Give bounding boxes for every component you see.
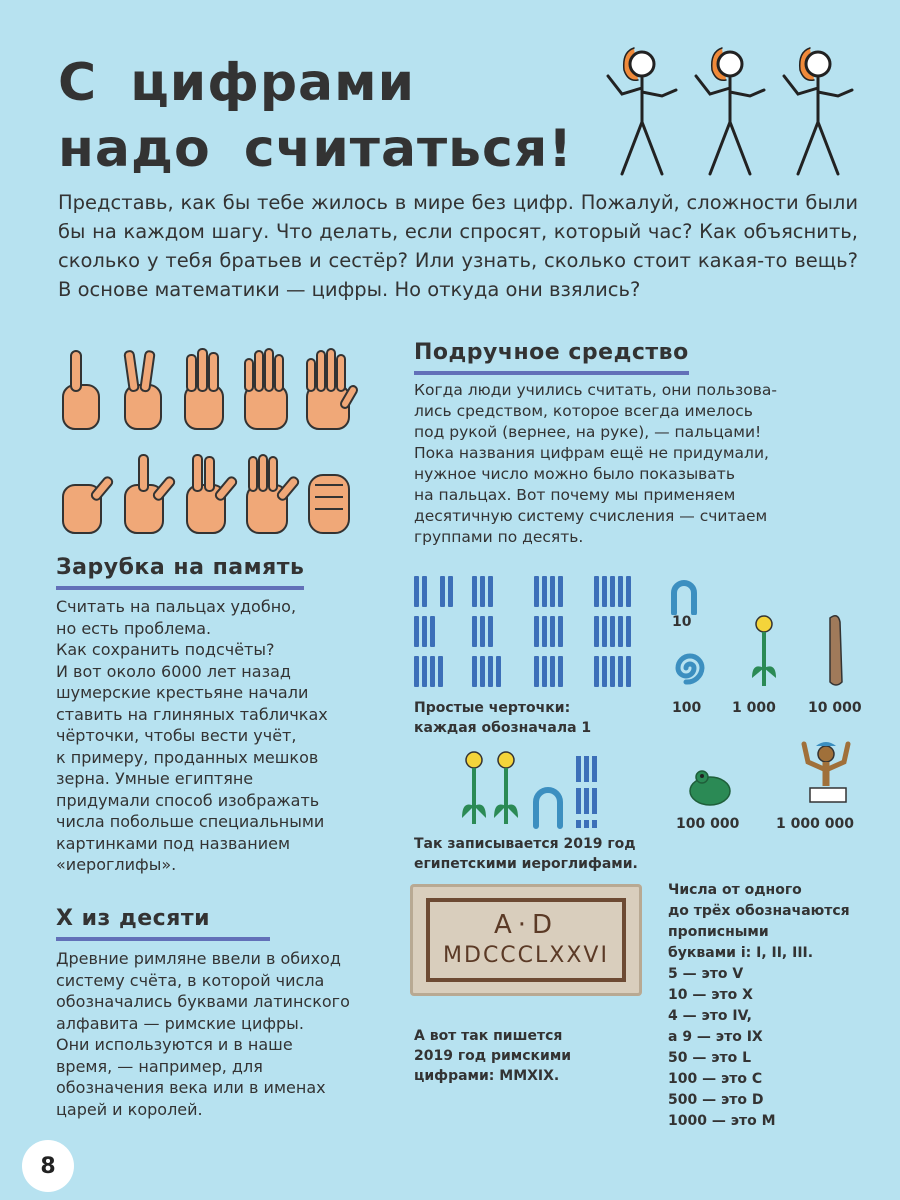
hieroglyph-lotus-icon <box>462 752 486 824</box>
hieroglyph-finger-icon <box>820 612 850 690</box>
text-line: систему счёта, в которой числа <box>56 970 325 990</box>
text-line: но есть проблема. <box>56 618 212 638</box>
text-line: Пока названия цифрам ещё не придумали, <box>414 444 769 462</box>
text-line: время, — например, для <box>56 1056 263 1076</box>
text-line: нужное число можно было показывать <box>414 465 735 483</box>
caption-line: А вот так пишется <box>414 1028 563 1044</box>
hieroglyph-hundred-icon <box>670 648 710 688</box>
tally-group <box>534 616 563 647</box>
text-line: ставить на глиняных табличках <box>56 704 328 724</box>
hand-fist-icon <box>309 475 349 533</box>
text-line: И вот около 6000 лет назад <box>56 661 291 681</box>
caption-line: каждая обозначала 1 <box>414 720 592 736</box>
section-tally-text <box>56 596 386 876</box>
tally-group <box>534 576 563 607</box>
section-hands <box>414 340 689 375</box>
list-item: прописными <box>668 924 769 940</box>
section-roman-text <box>56 948 396 1120</box>
caption-line: Простые черточки: <box>414 700 571 716</box>
list-item: Числа от одного <box>668 882 802 898</box>
title-line-2: надо считаться! <box>58 119 573 179</box>
text-line: группами по десять. <box>414 528 584 546</box>
text-line: к примеру, проданных мешков <box>56 747 319 767</box>
page-number: 8 <box>22 1140 74 1192</box>
tally-group <box>594 656 631 687</box>
text-line: чёрточки, чтобы вести учёт, <box>56 726 297 745</box>
tally-group <box>472 576 493 607</box>
hieroglyph-frog-icon <box>686 765 736 809</box>
tally-group <box>594 616 631 647</box>
label-thousand: 1 000 <box>732 700 776 716</box>
stone-inscription <box>426 898 626 982</box>
list-item: 10 — это X <box>668 987 753 1003</box>
section-tally-heading: Зарубка на память <box>56 555 304 590</box>
tally-group <box>414 616 435 647</box>
hand-two-icon <box>124 351 161 429</box>
tally-caption <box>414 698 591 738</box>
text-line: обозначались буквами латинского <box>56 992 350 1011</box>
tally-group <box>440 576 453 607</box>
tally-group <box>594 576 631 607</box>
label-ten-thousand: 10 000 <box>808 700 862 716</box>
hand-three-icon <box>185 349 223 429</box>
text-line: Древние римляне ввели в обиход <box>56 949 341 968</box>
stick-figures-illustration <box>598 40 868 180</box>
hieroglyph-ten-icon <box>668 575 700 615</box>
tally-group <box>414 656 443 687</box>
stick-figure-3 <box>784 48 852 174</box>
text-line: на пальцах. Вот почему мы применяем <box>414 486 736 504</box>
text-line: под рукой (вернее, на руке), — пальцами! <box>414 423 762 441</box>
section-tally <box>56 555 304 590</box>
text-line: «иероглифы». <box>56 855 177 874</box>
counting-hands-illustration <box>55 345 360 540</box>
text-line: обозначения века или в именах <box>56 1078 326 1097</box>
hand-five-icon <box>307 349 358 429</box>
title-line-1: С цифрами <box>58 53 416 113</box>
hieroglyph-year-2019 <box>460 748 660 830</box>
text-line: Считать на пальцах удобно, <box>56 597 297 616</box>
list-item: буквами i: I, II, III. <box>668 945 814 961</box>
intro-paragraph: Представь, как бы тебе жилось в мире без цифр. Пожалуй, сложности были бы на каждом шагу. Что делать, если спросят, который час? Как объяснить, сколько у тебя братьев и сестёр? Или узнать, сколько стоит какая-то вещь? В основе математики — цифры. Но откуда они взялись? <box>58 191 858 301</box>
caption-line: 2019 год римскими <box>414 1048 572 1064</box>
list-item: 50 — это L <box>668 1050 752 1066</box>
tally-group <box>534 656 563 687</box>
year-caption <box>414 834 638 874</box>
text-line: зерна. Умные египтяне <box>56 769 254 788</box>
list-item: 500 — это D <box>668 1092 764 1108</box>
caption-line: Так записывается 2019 год <box>414 836 636 852</box>
tally-group <box>414 576 427 607</box>
tally-nine-icon <box>576 756 597 828</box>
text-line: царей и королей. <box>56 1099 203 1119</box>
hieroglyph-ten-icon <box>536 790 560 826</box>
text-line: десятичную систему счисления — считаем <box>414 507 768 525</box>
list-item: 5 — это V <box>668 966 744 982</box>
page-title <box>58 50 578 182</box>
text-line: Когда люди учились считать, они пользова- <box>414 381 777 399</box>
roman-numerals-list <box>668 880 850 1132</box>
label-million: 1 000 000 <box>776 816 854 832</box>
list-item: 4 — это IV, <box>668 1008 752 1024</box>
text-line: числа побольше специальными <box>56 812 325 831</box>
caption-line: цифрами: MMXIX. <box>414 1068 560 1084</box>
text-line: Как сохранить подсчёты? <box>56 640 275 659</box>
tally-group <box>472 656 501 687</box>
roman-stone-tablet <box>410 884 642 996</box>
stick-figure-2 <box>696 48 764 174</box>
caption-line: египетскими иероглифами. <box>414 856 638 872</box>
hand-four-icon <box>245 349 287 429</box>
hand-eight-icon <box>187 455 238 533</box>
section-roman <box>56 906 270 941</box>
list-item: а 9 — это IX <box>668 1029 763 1045</box>
label-hundred: 100 <box>672 700 702 716</box>
label-ten: 10 <box>672 614 692 630</box>
section-hands-heading: Подручное средство <box>414 340 689 375</box>
list-item: 100 — это C <box>668 1071 763 1087</box>
list-item: до трёх обозначаются <box>668 903 850 919</box>
text-line: лись средством, которое всегда имелось <box>414 402 753 420</box>
section-hands-text <box>414 380 864 548</box>
hieroglyph-god-icon <box>796 738 856 810</box>
hand-one-icon <box>63 351 99 429</box>
hieroglyph-lotus-icon <box>494 752 518 824</box>
hieroglyph-lotus-icon <box>748 612 778 690</box>
text-line: картинками под названием <box>56 833 291 853</box>
stone-line-ad: A·D <box>493 910 559 940</box>
stick-figure-1 <box>608 48 676 174</box>
hand-six-icon <box>63 476 114 533</box>
label-hundred-thousand: 100 000 <box>676 816 740 832</box>
stone-line-number: MDCCCLXXVI <box>443 943 609 968</box>
tally-group <box>472 616 493 647</box>
text-line: Они используются и в наше <box>56 1035 293 1054</box>
text-line: шумерские крестьяне начали <box>56 683 309 702</box>
section-roman-heading: Х из десяти <box>56 906 270 941</box>
text-line: придумали способ изображать <box>56 790 320 810</box>
hand-nine-icon <box>247 455 300 533</box>
list-item: 1000 — это M <box>668 1113 776 1129</box>
text-line: алфавита — римские цифры. <box>56 1013 304 1033</box>
hand-seven-icon <box>125 455 176 533</box>
roman-caption <box>414 1026 571 1086</box>
